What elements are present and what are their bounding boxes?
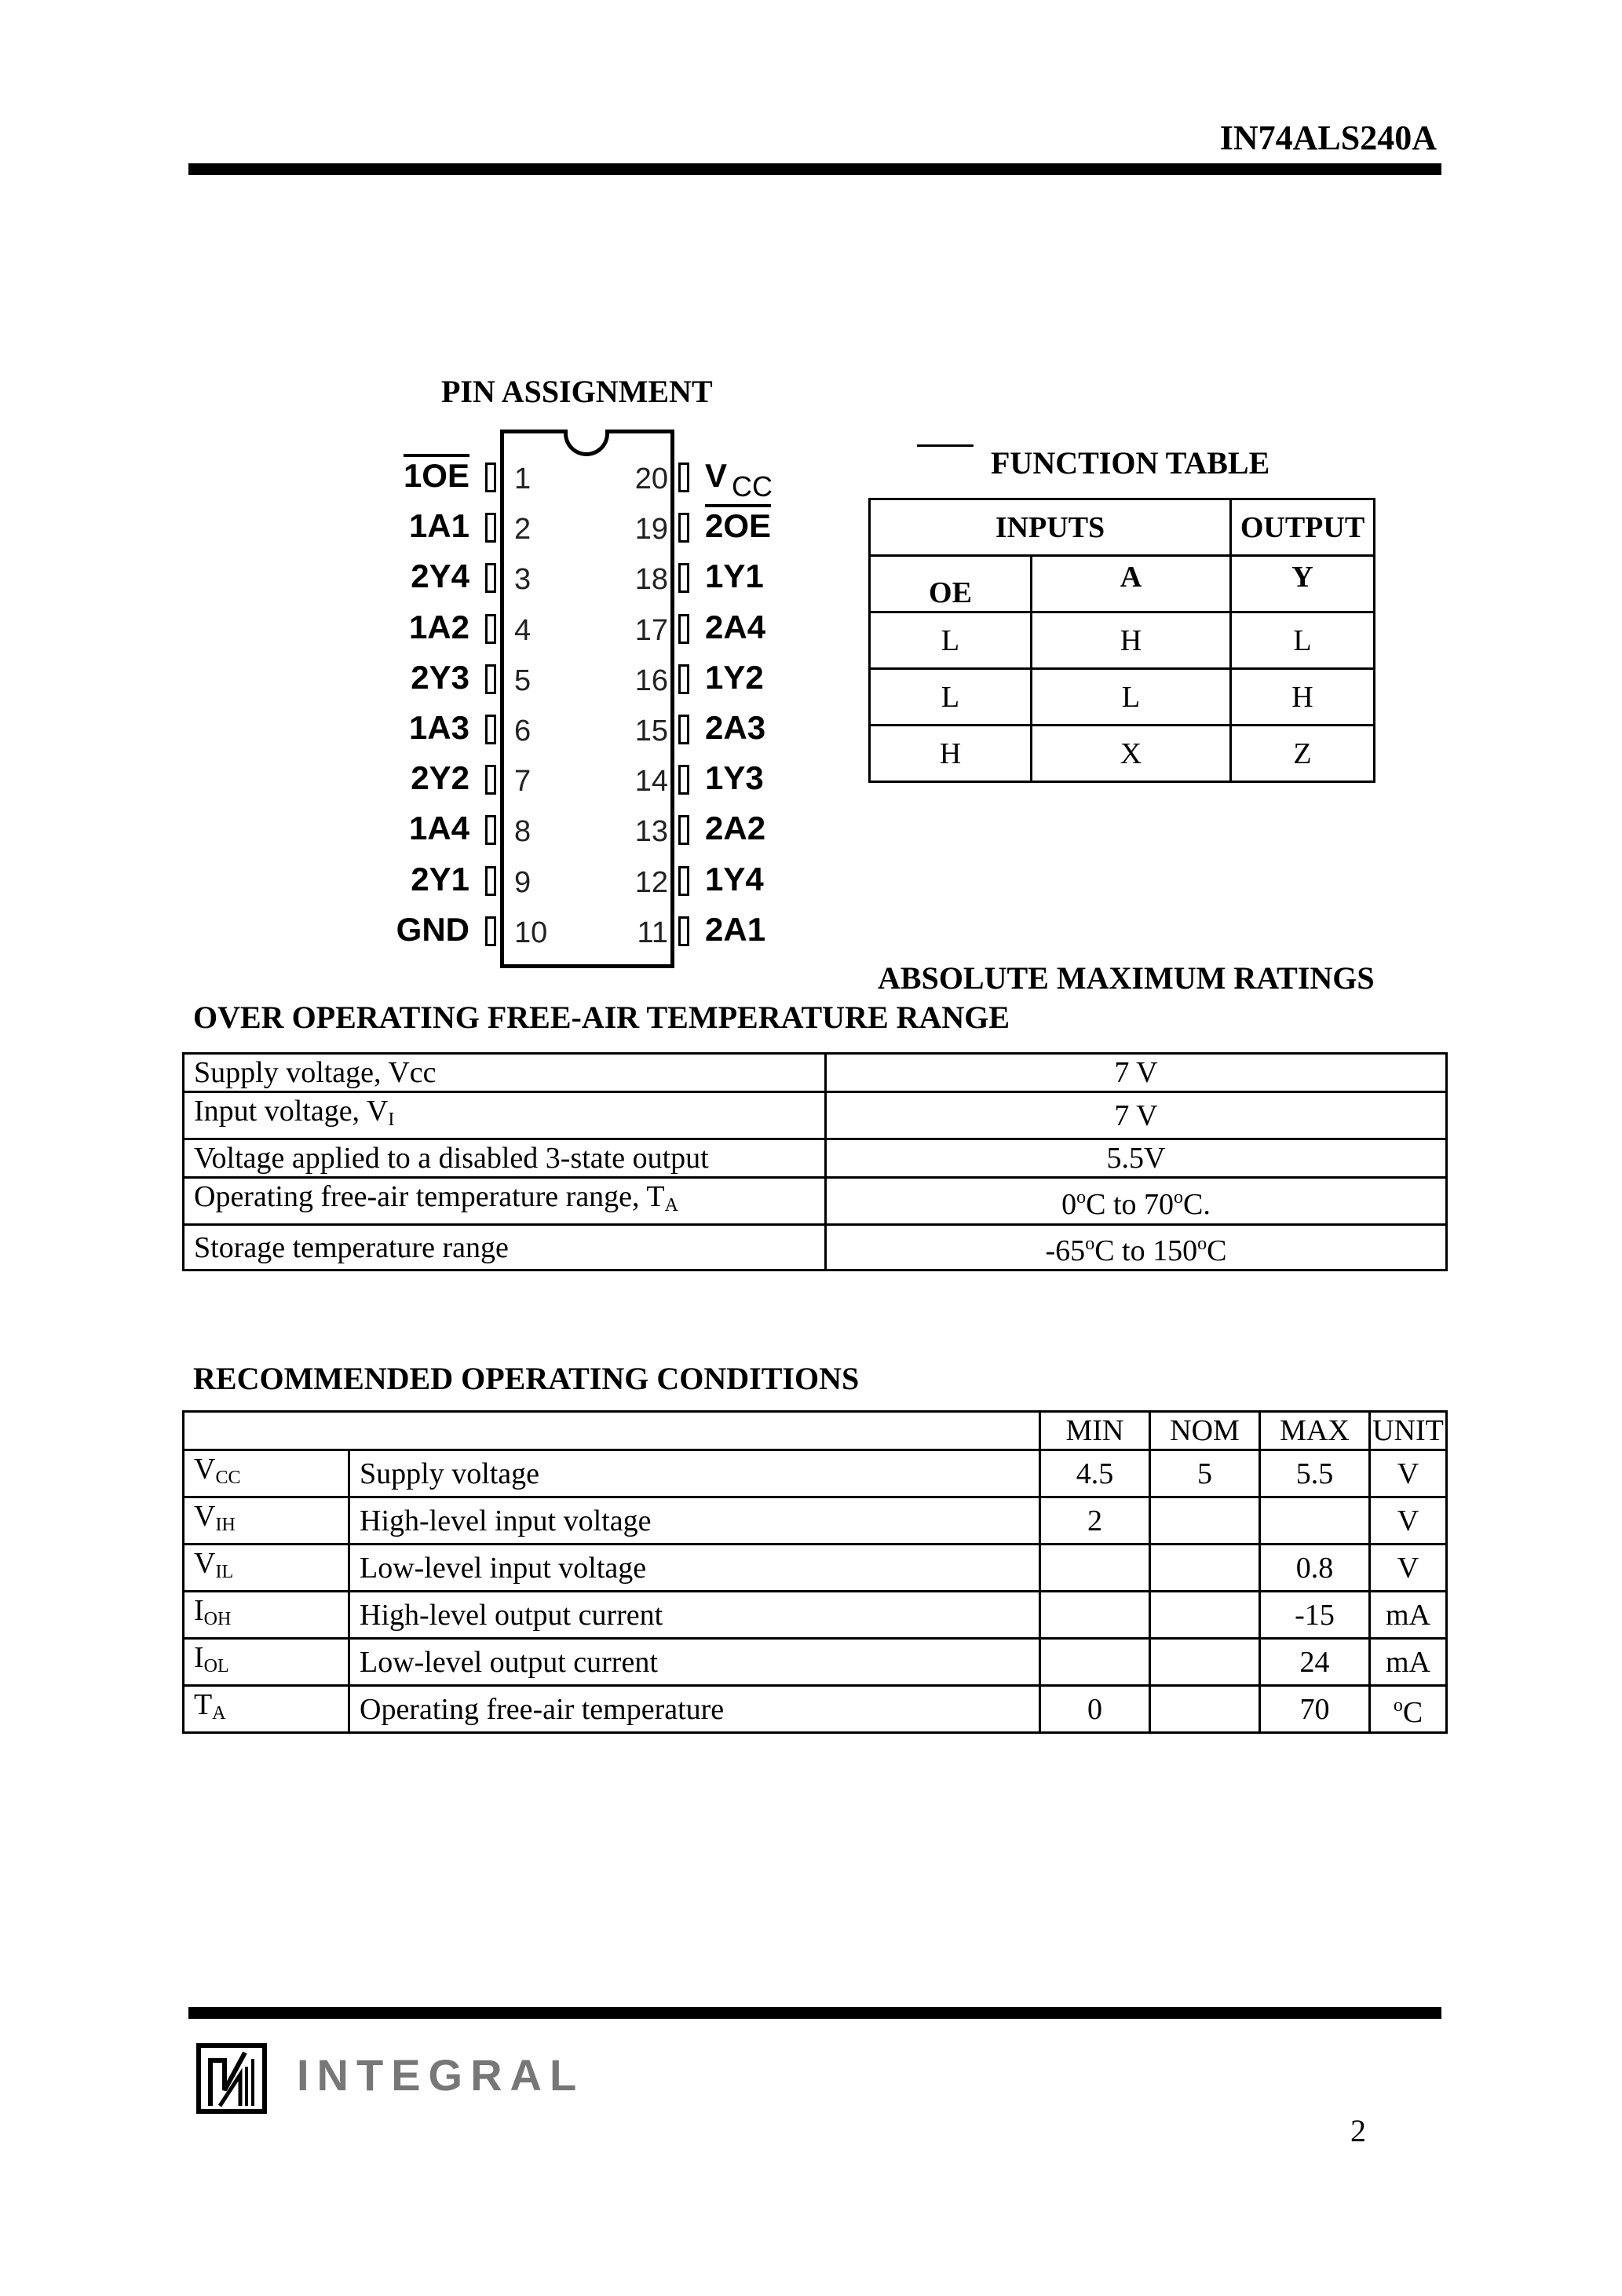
symbol: V xyxy=(194,1547,216,1580)
pin-label: 1A3 xyxy=(408,709,469,746)
pin-label: 1Y2 xyxy=(705,658,764,696)
pin-number: 18 xyxy=(634,563,668,597)
logo-text: INTEGRAL xyxy=(297,2050,585,2100)
table-row xyxy=(184,1225,1447,1270)
parameter: High-level input voltage xyxy=(349,1497,1040,1545)
symbol: I xyxy=(194,1594,204,1627)
unit: mA xyxy=(1386,1598,1430,1632)
pin-box xyxy=(678,866,689,896)
value-nom: 5 xyxy=(1150,1450,1260,1497)
value-nom xyxy=(1150,1686,1260,1733)
symbol: V xyxy=(194,1453,216,1486)
pin-box xyxy=(678,462,689,492)
pin-box xyxy=(678,614,689,644)
pin-number: 16 xyxy=(634,664,668,697)
pin-label: 2OE xyxy=(705,507,772,545)
col-y-header: Y xyxy=(1231,556,1375,612)
param-label: Supply voltage, Vcc xyxy=(184,1054,826,1092)
pin-label: 2Y3 xyxy=(411,658,469,696)
pin-number: 5 xyxy=(514,664,532,697)
roc-title: RECOMMENDED OPERATING CONDITIONS xyxy=(193,1361,860,1396)
pin-label: 2Y4 xyxy=(411,558,469,595)
pin-label: V xyxy=(705,457,728,494)
unit: V xyxy=(1397,1504,1419,1537)
pin-box xyxy=(485,462,496,492)
param-value: 5.5V xyxy=(826,1139,1447,1178)
cell: L xyxy=(870,669,1032,726)
symbol: T xyxy=(194,1688,213,1721)
unit-cell xyxy=(1370,1686,1447,1733)
pin-label: 1Y3 xyxy=(705,759,764,797)
pin-label: 2Y1 xyxy=(411,860,469,898)
table-row xyxy=(184,1497,1447,1545)
function-table xyxy=(868,498,1375,783)
roc-table xyxy=(182,1410,1448,1734)
pin-label: 2A3 xyxy=(705,709,766,746)
table-row xyxy=(870,669,1375,726)
value-min xyxy=(1040,1639,1150,1686)
unit: V xyxy=(1397,1457,1419,1490)
symbol-cell xyxy=(184,1497,349,1545)
pin-number: 6 xyxy=(514,715,532,748)
table-row xyxy=(184,1592,1447,1639)
symbol-subscript: IL xyxy=(215,1562,234,1582)
cell: H xyxy=(1231,669,1375,726)
value-min: 0 xyxy=(1040,1686,1150,1733)
param-value: 7 V xyxy=(826,1092,1447,1139)
abs-max-title: ABSOLUTE MAXIMUM RATINGS xyxy=(878,960,1375,996)
symbol-subscript: CC xyxy=(215,1468,241,1488)
pin-box xyxy=(678,563,689,593)
unit: V xyxy=(1397,1551,1419,1585)
param-label-cell xyxy=(184,1178,826,1225)
pin-number: 3 xyxy=(514,563,532,597)
unit-cell xyxy=(1370,1545,1447,1592)
pin-label: 1Y4 xyxy=(705,860,764,898)
integral-logo-icon xyxy=(196,2043,267,2114)
col-max: MAX xyxy=(1260,1412,1370,1450)
pin-label: GND xyxy=(396,910,469,948)
param-label: Operating free-air temperature range, T xyxy=(194,1180,665,1213)
pin-label: 1A2 xyxy=(408,608,469,645)
cell: Z xyxy=(1231,726,1375,782)
degree-mark: o xyxy=(1076,1187,1087,1208)
value-max: 5.5 xyxy=(1260,1450,1370,1497)
table-row xyxy=(870,726,1375,782)
pin-box xyxy=(678,664,689,694)
parameter: Supply voltage xyxy=(349,1450,1040,1497)
param-label-cell xyxy=(184,1092,826,1139)
subscript: I xyxy=(388,1110,395,1130)
unit-cell xyxy=(1370,1450,1447,1497)
cell: X xyxy=(1032,726,1231,782)
pin-label: 2A1 xyxy=(705,910,766,948)
value-max: -15 xyxy=(1260,1592,1370,1639)
pin-number: 8 xyxy=(514,815,532,849)
value-min: 4.5 xyxy=(1040,1450,1150,1497)
abs-max-subtitle: OVER OPERATING FREE-AIR TEMPERATURE RANGE xyxy=(193,1000,1010,1035)
unit: C xyxy=(1402,1696,1423,1729)
pin-number: 17 xyxy=(634,613,668,647)
param-label: Voltage applied to a disabled 3-state output xyxy=(184,1139,826,1178)
cell: L xyxy=(1032,669,1231,726)
col-nom: NOM xyxy=(1150,1412,1260,1450)
pin-label: 1A4 xyxy=(408,810,469,847)
pin-number: 12 xyxy=(634,865,668,899)
table-row xyxy=(184,1639,1447,1686)
pin-number: 4 xyxy=(514,613,532,647)
symbol-cell xyxy=(184,1686,349,1733)
col-oe-label: OE xyxy=(929,576,972,609)
symbol: V xyxy=(194,1500,216,1533)
table-header-row xyxy=(184,1412,1447,1450)
pin-box xyxy=(485,614,496,644)
value-nom xyxy=(1150,1592,1260,1639)
pin-box xyxy=(678,765,689,795)
abs-max-table xyxy=(182,1052,1448,1271)
pin-diagram xyxy=(0,0,1622,1021)
col-oe-header xyxy=(870,556,1032,612)
degree-mark: o xyxy=(1197,1234,1207,1254)
param-value: 7 V xyxy=(826,1054,1447,1092)
footer-rule xyxy=(188,2007,1441,2019)
value-part: C xyxy=(1207,1234,1227,1267)
pin-number: 7 xyxy=(514,765,532,799)
symbol-cell xyxy=(184,1639,349,1686)
parameter: Operating free-air temperature xyxy=(349,1686,1040,1733)
parameter: Low-level input voltage xyxy=(349,1545,1040,1592)
pin-label: 2A2 xyxy=(705,810,766,847)
table-row xyxy=(870,612,1375,669)
symbol-cell xyxy=(184,1592,349,1639)
value-min xyxy=(1040,1545,1150,1592)
pin-box xyxy=(485,664,496,694)
pin-label: 2A4 xyxy=(705,608,766,645)
oe-overline-mark xyxy=(917,444,974,447)
cell: L xyxy=(1231,612,1375,669)
value-nom xyxy=(1150,1497,1260,1545)
symbol-subscript: OL xyxy=(203,1656,229,1676)
table-row xyxy=(184,1450,1447,1497)
value-max: 0.8 xyxy=(1260,1545,1370,1592)
pin-label: 1OE xyxy=(403,457,469,494)
pin-label: 1Y1 xyxy=(705,558,764,595)
symbol-subscript: IH xyxy=(215,1515,236,1535)
pin-box xyxy=(485,866,496,896)
inputs-header: INPUTS xyxy=(870,499,1231,556)
pin-box xyxy=(485,513,496,543)
function-table-title: FUNCTION TABLE xyxy=(991,445,1270,481)
col-a-header: A xyxy=(1032,556,1231,612)
symbol-cell xyxy=(184,1545,349,1592)
table-row xyxy=(184,1092,1447,1139)
pin-box xyxy=(485,916,496,946)
pin-number: 1 xyxy=(514,462,532,495)
pin-assignment-title: PIN ASSIGNMENT xyxy=(441,374,713,409)
pin-number: 15 xyxy=(634,715,668,748)
pin-number: 11 xyxy=(637,916,668,949)
pin-number: 2 xyxy=(514,513,532,547)
table-row xyxy=(184,1139,1447,1178)
param-value xyxy=(826,1178,1447,1225)
col-unit: UNIT xyxy=(1370,1412,1447,1450)
pin-number: 20 xyxy=(634,462,668,495)
subscript: A xyxy=(664,1195,678,1216)
pin-number: 10 xyxy=(514,916,548,949)
param-label: Input voltage, V xyxy=(194,1095,389,1128)
pin-label-sub: CC xyxy=(732,470,773,503)
page-number: 2 xyxy=(1350,2113,1366,2148)
table-row xyxy=(184,1545,1447,1592)
unit-cell xyxy=(1370,1592,1447,1639)
value-max: 70 xyxy=(1260,1686,1370,1733)
symbol-subscript: OH xyxy=(203,1609,232,1629)
cell: L xyxy=(870,612,1032,669)
value-min xyxy=(1040,1592,1150,1639)
pin-number: 19 xyxy=(634,513,668,547)
pin-number: 13 xyxy=(634,815,668,849)
pin-box xyxy=(485,563,496,593)
value-part: C to 150 xyxy=(1094,1234,1198,1267)
value-part: C to 70 xyxy=(1086,1188,1174,1221)
pin-box xyxy=(678,715,689,744)
value-part: -65 xyxy=(1045,1234,1086,1267)
value-max: 24 xyxy=(1260,1639,1370,1686)
blank-header xyxy=(184,1412,1040,1450)
parameter: High-level output current xyxy=(349,1592,1040,1639)
pin-box xyxy=(678,815,689,845)
pin-box xyxy=(678,916,689,946)
unit-cell xyxy=(1370,1497,1447,1545)
unit-cell xyxy=(1370,1639,1447,1686)
degree-mark: o xyxy=(1393,1695,1403,1716)
parameter: Low-level output current xyxy=(349,1639,1040,1686)
value-min: 2 xyxy=(1040,1497,1150,1545)
symbol-subscript: A xyxy=(212,1703,226,1724)
value-max xyxy=(1260,1497,1370,1545)
param-value xyxy=(826,1225,1447,1270)
pin-number: 9 xyxy=(514,865,532,899)
unit: mA xyxy=(1386,1645,1430,1679)
pin-box xyxy=(485,765,496,795)
col-min: MIN xyxy=(1040,1412,1150,1450)
value-nom xyxy=(1150,1639,1260,1686)
table-row xyxy=(184,1178,1447,1225)
pin-number: 14 xyxy=(634,765,668,799)
pin-box xyxy=(485,715,496,744)
degree-mark: o xyxy=(1085,1234,1095,1254)
param-label: Storage temperature range xyxy=(184,1225,826,1270)
value-nom xyxy=(1150,1545,1260,1592)
part-number: IN74ALS240A xyxy=(1219,119,1437,157)
symbol-cell xyxy=(184,1450,349,1497)
pin-label: 2Y2 xyxy=(411,759,469,797)
pin-label: 1A1 xyxy=(408,507,469,545)
value-part: 0 xyxy=(1061,1188,1077,1221)
pin-box xyxy=(485,815,496,845)
degree-mark: o xyxy=(1174,1187,1184,1208)
value-part: C. xyxy=(1183,1188,1211,1221)
table-row xyxy=(184,1054,1447,1092)
symbol: I xyxy=(194,1641,204,1674)
cell: H xyxy=(870,726,1032,782)
table-row xyxy=(184,1686,1447,1733)
output-header: OUTPUT xyxy=(1231,499,1375,556)
cell: H xyxy=(1032,612,1231,669)
pin-box xyxy=(678,513,689,543)
